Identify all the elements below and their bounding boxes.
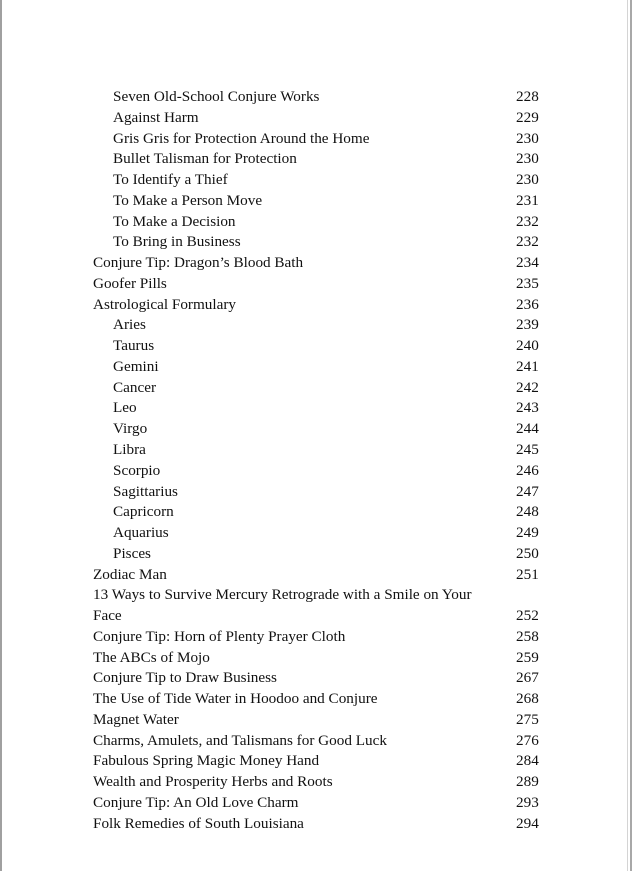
toc-entry-page: 294: [516, 814, 539, 832]
toc-entry-title: Seven Old-School Conjure Works: [113, 88, 320, 105]
toc-entry-title: Aquarius: [113, 524, 169, 542]
toc-entry[interactable]: [0, 253, 600, 274]
toc-entry[interactable]: [0, 772, 600, 793]
toc-entry-title: Libra: [113, 441, 146, 459]
toc-entry-page: 289: [516, 773, 539, 791]
toc-entry-page: 247: [516, 482, 539, 500]
toc-entry[interactable]: [0, 232, 600, 253]
toc-entry[interactable]: [0, 295, 600, 316]
toc-entry-title: Wealth and Prosperity Herbs and Roots: [93, 773, 333, 791]
toc-entry-title: Conjure Tip: An Old Love Charm: [93, 794, 299, 811]
toc-entry-page: 235: [516, 274, 539, 292]
toc-entry-title: Folk Remedies of South Louisiana: [93, 814, 304, 832]
toc-entry[interactable]: [0, 502, 600, 523]
toc-entry-title: Capricorn: [113, 503, 174, 521]
toc-entry[interactable]: [0, 129, 600, 150]
toc-entry-page: 275: [516, 710, 539, 728]
toc-entry-page: 230: [516, 150, 539, 168]
toc-entry-page: 244: [516, 420, 539, 438]
toc-entry-page: 236: [516, 295, 539, 313]
toc-entry-page: 276: [516, 731, 539, 749]
toc-entry-title: Zodiac Man: [93, 565, 167, 583]
toc-entry-title: Against Harm: [113, 108, 199, 126]
toc-entry-page: 268: [516, 690, 539, 708]
toc-entry[interactable]: [0, 170, 600, 191]
toc-entry[interactable]: [0, 585, 600, 627]
toc-entry-page: 239: [516, 316, 539, 334]
toc-entry-page: 242: [516, 378, 539, 396]
toc-entry-page: 241: [516, 357, 539, 375]
toc-entry-page: 293: [516, 794, 539, 811]
toc-entry[interactable]: [0, 523, 600, 544]
toc-entry[interactable]: [0, 357, 600, 378]
toc-entry-title: To Make a Decision: [113, 212, 236, 230]
toc-entry-title: Bullet Talisman for Protection: [113, 150, 297, 168]
toc-entry-page: 228: [516, 88, 539, 105]
toc-entry-title: Magnet Water: [93, 710, 179, 728]
toc-entry-page: 229: [516, 108, 539, 126]
toc-entry-title: Charms, Amulets, and Talismans for Good Luck: [93, 731, 387, 749]
toc-entry-page: 245: [516, 441, 539, 459]
toc-entry[interactable]: [0, 336, 600, 357]
toc-entry-page: 250: [516, 544, 539, 562]
toc-entry-title: Leo: [113, 399, 137, 417]
page-right-edge: [627, 0, 628, 871]
toc-entry[interactable]: [0, 191, 600, 212]
toc-entry-page: 252: [516, 607, 539, 625]
toc-entry[interactable]: [0, 419, 600, 440]
toc-entry-title: Sagittarius: [113, 482, 178, 500]
toc-entry[interactable]: [0, 212, 600, 233]
toc-entry[interactable]: [0, 398, 600, 419]
toc-entry[interactable]: [0, 668, 600, 689]
toc-entry-title: To Make a Person Move: [113, 191, 263, 209]
toc-entry-page: 267: [516, 669, 539, 687]
toc-entry[interactable]: [0, 461, 600, 482]
toc-entry-title: Goofer Pills: [93, 274, 167, 292]
toc-entry-title: Taurus: [113, 337, 155, 355]
toc-entry-page: 243: [516, 399, 539, 417]
toc-entry-title: Gemini: [113, 357, 159, 375]
toc-entry[interactable]: [0, 108, 600, 129]
toc-entry-page: 258: [516, 627, 539, 645]
toc-entry-title: The Use of Tide Water in Hoodoo and Conjure: [93, 690, 378, 708]
toc-entry-title: Gris Gris for Protection Around the Home: [113, 129, 370, 147]
toc-entry-title: Astrological Formulary: [93, 295, 236, 313]
table-of-contents: [0, 87, 600, 835]
toc-entry-page: 230: [516, 129, 539, 147]
toc-entry[interactable]: [0, 378, 600, 399]
toc-entry-page: 246: [516, 461, 539, 479]
toc-entry-title: Virgo: [113, 420, 148, 438]
toc-entry[interactable]: [0, 482, 600, 503]
toc-entry-page: 248: [516, 503, 539, 521]
toc-entry-page: 251: [516, 565, 539, 583]
toc-entry-title: To Bring in Business: [113, 233, 241, 251]
toc-entry[interactable]: [0, 544, 600, 565]
toc-entry-title: Aries: [113, 316, 146, 334]
toc-entry-title: Fabulous Spring Magic Money Hand: [93, 752, 320, 770]
toc-entry[interactable]: [0, 627, 600, 648]
toc-entry[interactable]: [0, 648, 600, 669]
toc-entry[interactable]: [0, 315, 600, 336]
toc-entry-title: 13 Ways to Survive Mercury Retrograde with a Smile on Your Face: [93, 586, 472, 625]
toc-entry-title: Conjure Tip: Dragon’s Blood Bath: [93, 254, 304, 272]
toc-entry-title: Conjure Tip to Draw Business: [93, 669, 277, 687]
toc-entry-page: 231: [516, 191, 539, 209]
toc-entry[interactable]: [0, 710, 600, 731]
toc-entry-page: 240: [516, 337, 539, 355]
toc-entry[interactable]: [0, 274, 600, 295]
toc-entry-title: Pisces: [113, 544, 151, 562]
toc-entry[interactable]: [0, 149, 600, 170]
toc-entry-title: Cancer: [113, 378, 157, 396]
toc-entry-title: Conjure Tip: Horn of Plenty Prayer Cloth: [93, 627, 346, 645]
toc-entry[interactable]: [0, 440, 600, 461]
toc-entry-page: 232: [516, 212, 539, 230]
toc-entry-page: 234: [516, 254, 539, 272]
toc-entry-title: To Identify a Thief: [113, 171, 228, 189]
toc-entry-page: 249: [516, 524, 539, 542]
toc-entry-title: Scorpio: [113, 461, 161, 479]
toc-entry-page: 232: [516, 233, 539, 251]
toc-entry[interactable]: [0, 565, 600, 586]
toc-entry[interactable]: [0, 793, 600, 814]
toc-entry[interactable]: [0, 689, 600, 710]
toc-entry-page: 259: [516, 648, 539, 666]
toc-entry-page: 284: [516, 752, 539, 770]
toc-entry-page: 230: [516, 171, 539, 189]
toc-entry[interactable]: [0, 751, 600, 772]
toc-entry[interactable]: [0, 87, 600, 108]
toc-entry-title: The ABCs of Mojo: [93, 648, 210, 666]
toc-entry[interactable]: [0, 731, 600, 752]
toc-entry[interactable]: [0, 814, 600, 835]
